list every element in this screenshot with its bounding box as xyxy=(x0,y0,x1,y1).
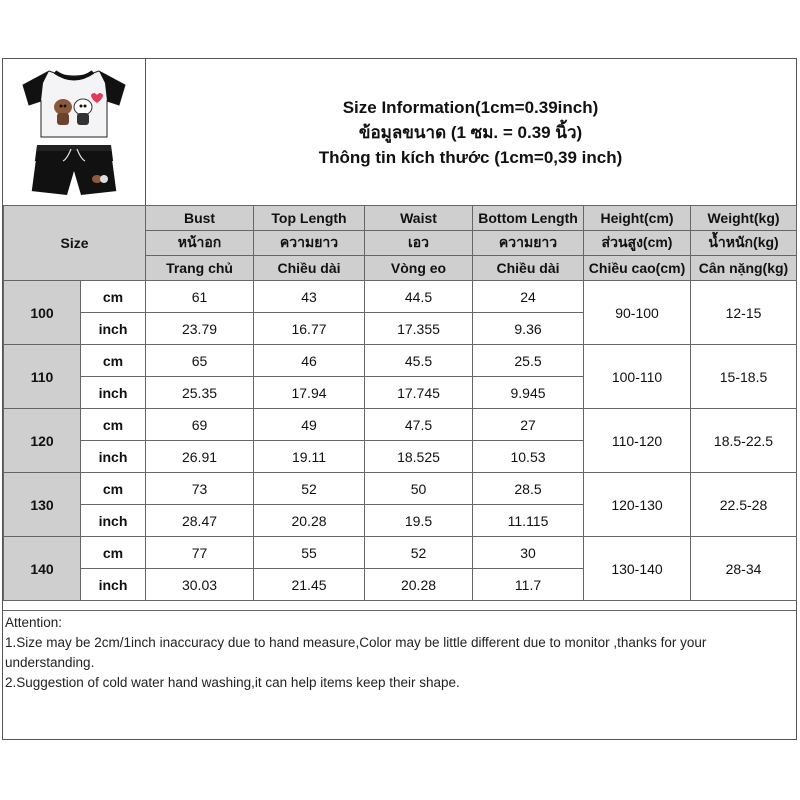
height-range: 120-130 xyxy=(584,473,691,537)
bottom-length-cm: 24 xyxy=(473,281,584,313)
header-row-english xyxy=(4,206,797,231)
bottom-length-cm: 30 xyxy=(473,537,584,569)
col-header-top-length-thai: ความยาว xyxy=(254,231,365,256)
weight-range: 22.5-28 xyxy=(691,473,797,537)
product-image xyxy=(3,59,146,205)
bust-inch: 26.91 xyxy=(146,441,254,473)
chart-header xyxy=(3,59,796,206)
weight-range: 12-15 xyxy=(691,281,797,345)
unit-cm: cm xyxy=(81,345,146,377)
unit-cm: cm xyxy=(81,473,146,505)
unit-cm: cm xyxy=(81,537,146,569)
col-header-waist: Waist xyxy=(365,206,473,231)
bust-cm: 61 xyxy=(146,281,254,313)
col-header-weight-thai: น้ำหนัก(kg) xyxy=(691,231,797,256)
col-header-weight-vi: Cân nặng(kg) xyxy=(691,256,797,281)
col-header-weight: Weight(kg) xyxy=(691,206,797,231)
bust-inch: 28.47 xyxy=(146,505,254,537)
unit-inch: inch xyxy=(81,441,146,473)
height-range: 90-100 xyxy=(584,281,691,345)
top-length-cm: 52 xyxy=(254,473,365,505)
waist-cm: 47.5 xyxy=(365,409,473,441)
bottom-length-cm: 25.5 xyxy=(473,345,584,377)
size-header: Size xyxy=(4,206,146,281)
bottom-length-inch: 9.945 xyxy=(473,377,584,409)
waist-cm: 50 xyxy=(365,473,473,505)
bust-inch: 30.03 xyxy=(146,569,254,601)
height-range: 110-120 xyxy=(584,409,691,473)
bust-cm: 73 xyxy=(146,473,254,505)
col-header-height-thai: ส่วนสูง(cm) xyxy=(584,231,691,256)
table-row xyxy=(4,345,797,377)
table-row xyxy=(4,473,797,505)
unit-inch: inch xyxy=(81,377,146,409)
col-header-bottom-length-vi: Chiều dài xyxy=(473,256,584,281)
table-row xyxy=(4,537,797,569)
unit-inch: inch xyxy=(81,313,146,345)
top-length-cm: 43 xyxy=(254,281,365,313)
waist-inch: 19.5 xyxy=(365,505,473,537)
waist-inch: 17.745 xyxy=(365,377,473,409)
col-header-waist-thai: เอว xyxy=(365,231,473,256)
waist-inch: 18.525 xyxy=(365,441,473,473)
waist-cm: 45.5 xyxy=(365,345,473,377)
top-length-cm: 46 xyxy=(254,345,365,377)
col-header-bust-thai: หน้าอก xyxy=(146,231,254,256)
col-header-bottom-length: Bottom Length xyxy=(473,206,584,231)
size-value: 100 xyxy=(4,281,81,345)
size-value: 110 xyxy=(4,345,81,409)
title-vietnamese: Thông tin kích thước (1cm=0,39 inch) xyxy=(318,147,623,167)
weight-range: 28-34 xyxy=(691,537,797,601)
bust-cm: 77 xyxy=(146,537,254,569)
note-item: 1.Size may be 2cm/1inch inaccuracy due to hand measure,Color may be little different due to monitor ,thanks for your understanding. xyxy=(5,635,707,670)
size-value: 140 xyxy=(4,537,81,601)
col-header-bust-vi: Trang chủ xyxy=(146,256,254,281)
weight-range: 18.5-22.5 xyxy=(691,409,797,473)
top-length-inch: 20.28 xyxy=(254,505,365,537)
waist-cm: 44.5 xyxy=(365,281,473,313)
unit-inch: inch xyxy=(81,569,146,601)
bottom-length-inch: 9.36 xyxy=(473,313,584,345)
unit-cm: cm xyxy=(81,281,146,313)
unit-inch: inch xyxy=(81,505,146,537)
bottom-length-inch: 10.53 xyxy=(473,441,584,473)
top-length-inch: 16.77 xyxy=(254,313,365,345)
notes-heading: Attention: xyxy=(5,615,63,630)
top-length-cm: 49 xyxy=(254,409,365,441)
top-length-inch: 19.11 xyxy=(254,441,365,473)
attention-notes xyxy=(3,610,796,739)
table-row xyxy=(4,409,797,441)
waist-inch: 20.28 xyxy=(365,569,473,601)
waist-cm: 52 xyxy=(365,537,473,569)
unit-cm: cm xyxy=(81,409,146,441)
col-header-height: Height(cm) xyxy=(584,206,691,231)
title-english: Size Information(1cm=0.39inch) xyxy=(342,97,599,117)
bust-cm: 65 xyxy=(146,345,254,377)
table-row xyxy=(4,281,797,313)
col-header-top-length: Top Length xyxy=(254,206,365,231)
bottom-length-inch: 11.7 xyxy=(473,569,584,601)
height-range: 100-110 xyxy=(584,345,691,409)
outfit-illustration xyxy=(15,63,133,201)
bottom-length-inch: 11.115 xyxy=(473,505,584,537)
bust-inch: 23.79 xyxy=(146,313,254,345)
col-header-bust: Bust xyxy=(146,206,254,231)
title-thai: ข้อมูลขนาด (1 ซม. = 0.39 นิ้ว) xyxy=(358,122,583,142)
col-header-height-vi: Chiều cao(cm) xyxy=(584,256,691,281)
waist-inch: 17.355 xyxy=(365,313,473,345)
col-header-bottom-length-thai: ความยาว xyxy=(473,231,584,256)
height-range: 130-140 xyxy=(584,537,691,601)
size-value: 130 xyxy=(4,473,81,537)
note-item: 2.Suggestion of cold water hand washing,it can help items keep their shape. xyxy=(5,675,460,690)
top-length-inch: 21.45 xyxy=(254,569,365,601)
bust-inch: 25.35 xyxy=(146,377,254,409)
size-value: 120 xyxy=(4,409,81,473)
top-length-cm: 55 xyxy=(254,537,365,569)
size-table xyxy=(3,205,797,601)
bottom-length-cm: 28.5 xyxy=(473,473,584,505)
title-area xyxy=(145,59,796,205)
col-header-waist-vi: Vòng eo xyxy=(365,256,473,281)
top-length-inch: 17.94 xyxy=(254,377,365,409)
size-chart xyxy=(2,58,797,740)
bust-cm: 69 xyxy=(146,409,254,441)
weight-range: 15-18.5 xyxy=(691,345,797,409)
bottom-length-cm: 27 xyxy=(473,409,584,441)
col-header-top-length-vi: Chiều dài xyxy=(254,256,365,281)
